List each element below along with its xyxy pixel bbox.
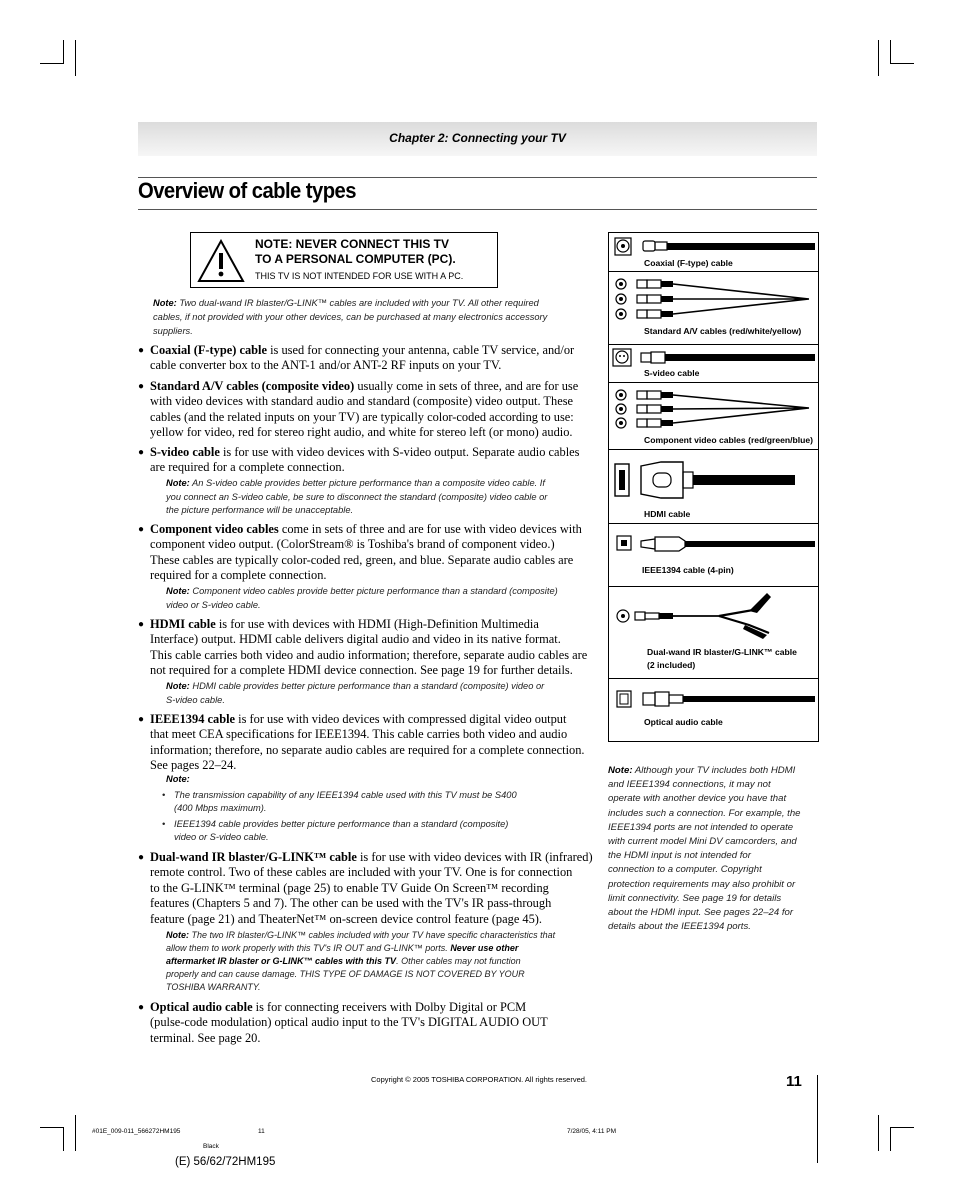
cable-table [608, 232, 819, 742]
note-text: operate with another device you have that [608, 793, 787, 805]
note-text: TOSHIBA WARRANTY. [166, 982, 261, 992]
note-text: The transmission capability of any IEEE1394 cable used with this TV must be S400 [174, 789, 517, 800]
crop-mark [890, 63, 914, 64]
item-term: Dual-wand IR blaster/G-LINK™ cable [150, 850, 357, 864]
warning-title-line: TO A PERSONAL COMPUTER (PC). [255, 252, 456, 266]
crop-mark [878, 40, 879, 76]
item-term: Optical audio cable [150, 1000, 253, 1014]
item-note [166, 680, 596, 707]
item-text: cable converter box to the ANT-1 and/or ANT-2 RF inputs on your TV. [150, 358, 502, 373]
item-note [162, 773, 596, 845]
page-title: Overview of cable types [138, 178, 356, 203]
print-date: 7/28/05, 4:11 PM [567, 1128, 617, 1135]
note-text: properly and can cause damage. THIS TYPE OF DAMAGE IS NOT COVERED BY YOUR [166, 969, 525, 979]
item-term: Component video cables [150, 522, 279, 536]
bullet-icon: ● [138, 852, 145, 863]
cable-cell-ieee1394 [609, 524, 818, 587]
item-text: is for use with video devices with compressed digital video output [235, 712, 567, 726]
optical-cable-icon [609, 687, 818, 715]
cable-caption-line: (2 included) [647, 660, 696, 670]
note-text: IEEE1394 cable provides better picture performance than a standard (composite) [174, 818, 509, 829]
item-note [166, 585, 596, 612]
cable-cell-ir-blaster [609, 587, 818, 679]
item-text: features (Chapters 5 and 7). The other can be used with the TV's IR pass-through [150, 896, 552, 911]
ieee1394-cable-icon [609, 532, 818, 562]
item-text: to the G-LINK™ terminal (page 25) to enable TV Guide On Screen™ recording [150, 880, 549, 895]
cable-caption-line: Dual-wand IR blaster/G-LINK™ cable [647, 647, 797, 657]
note-text: with current model Mini DV camcorders, and [608, 836, 797, 848]
item-text: These cables are typically color-coded red, green, and blue. Separate audio cables are [150, 552, 574, 567]
crop-mark [890, 40, 891, 64]
cable-caption: Coaxial (F-type) cable [644, 258, 733, 268]
list-item-hdmi [138, 617, 600, 679]
note-text: (400 Mbps maximum). [174, 803, 267, 813]
item-text: that meet CEA specifications for IEEE1394. This cable carries both video and audio [150, 727, 568, 742]
note-text: protection requirements may also prohibit or [608, 878, 796, 890]
file-name: #01E_009-011_566272HM195 [92, 1128, 181, 1135]
note-emphasis: Never use other [450, 943, 519, 953]
item-text: cables (and the related inputs on your TV) are typically color-coded according to use: [150, 409, 574, 424]
divider [138, 209, 817, 210]
cable-caption [647, 646, 797, 672]
list-item-component [138, 522, 600, 584]
note-text: the picture performance will be unacceptable. [166, 505, 354, 515]
item-note [166, 477, 596, 518]
crop-mark [40, 63, 64, 64]
crop-mark [878, 1115, 879, 1151]
cable-cell-s-video [609, 345, 818, 383]
item-text: This cable carries both video and audio information; therefore, separate audio cables are [150, 647, 588, 662]
note-text: the HDMI input is not intended for [608, 850, 751, 862]
page-number: 11 [786, 1073, 802, 1090]
item-text: is used for connecting your antenna, cable TV service, and/or [267, 343, 575, 357]
cable-caption: S-video cable [644, 368, 700, 378]
note-text: about the HDMI input. See pages 22–24 for [608, 907, 794, 919]
cable-caption: Optical audio cable [644, 717, 723, 727]
warning-triangle-icon [197, 239, 245, 283]
item-text: come in sets of three and are for use with video devices with [278, 522, 582, 536]
note-text: includes such a connection. For example, the [608, 807, 801, 819]
sub-note [162, 789, 596, 816]
cable-cell-hdmi [609, 450, 818, 524]
file-page: 11 [258, 1128, 265, 1135]
note-text: cables, if not provided with your other devices, can be purchased at many electronics accessory [153, 312, 548, 322]
note-label: Note: [153, 298, 177, 308]
cable-cell-coaxial [609, 233, 818, 272]
item-text: required for a complete connection. [150, 568, 327, 583]
s-video-cable-icon [609, 347, 818, 372]
note-text: Component video cables provide better picture performance than a standard (composite) [189, 586, 558, 596]
cable-caption: Standard A/V cables (red/white/yellow) [644, 326, 802, 336]
crop-mark [63, 1127, 64, 1151]
item-text: is for connecting receivers with Dolby Digital or PCM [252, 1000, 527, 1014]
bullet-icon: ● [138, 381, 145, 392]
crop-mark [75, 40, 76, 76]
item-text: with video devices with standard audio and standard (composite) video output. These [150, 394, 574, 409]
warning-subtitle: THIS TV IS NOT INTENDED FOR USE WITH A PC. [255, 271, 464, 281]
note-text: allow them to work properly with this TV's IR OUT and G-LINK™ ports. [166, 943, 451, 953]
cable-caption: IEEE1394 cable (4-pin) [642, 565, 734, 575]
item-text: yellow for video, red for stereo right audio, and white for stereo left (or mono) audio. [150, 425, 573, 440]
note-label: Note: [166, 586, 190, 596]
item-term: S-video cable [150, 445, 220, 459]
note-text: suppliers. [153, 326, 193, 336]
item-text: (pulse-code modulation) optical audio input to the TV's DIGITAL AUDIO OUT [150, 1015, 548, 1030]
crop-mark [890, 1127, 891, 1151]
item-text: is for use with devices with HDMI (High-Definition Multimedia [215, 617, 539, 631]
note-text: HDMI cable provides better picture performance than a standard (composite) video or [189, 681, 545, 691]
item-term: Standard A/V cables (composite video) [150, 379, 355, 393]
note-label: Note: [166, 681, 190, 691]
cable-cell-component [609, 383, 818, 450]
bullet-icon: ● [138, 524, 145, 535]
item-note [166, 929, 606, 994]
cable-caption: Component video cables (red/green/blue) [644, 435, 814, 445]
note-text: Two dual-wand IR blaster/G-LINK™ cables are included with your TV. All other required [179, 298, 539, 308]
note-label: Note: [166, 478, 190, 488]
cable-cell-optical [609, 679, 818, 740]
bullet-icon: ● [138, 1002, 145, 1013]
dash-bullet: • [162, 789, 166, 800]
ink-color: Black [203, 1143, 219, 1150]
chapter-label: Chapter 2: Connecting your TV [389, 131, 566, 145]
bullet-icon: ● [138, 714, 145, 725]
note-text: video or S-video cable. [174, 832, 269, 842]
list-item-optical [138, 1000, 600, 1046]
copyright: Copyright © 2005 TOSHIBA CORPORATION. All rights reserved. [371, 1075, 588, 1084]
intro-note [153, 296, 593, 338]
note-text: Although your TV includes both HDMI [632, 765, 796, 776]
item-text: feature (page 21) and TheaterNet™ on-screen device control feature (page 45). [150, 911, 543, 926]
note-label: Note: [166, 930, 189, 940]
component-cable-icon [609, 387, 818, 435]
item-text: are required for a complete connection. [150, 460, 345, 475]
note-text: . Other cables may not function [396, 956, 521, 966]
bullet-icon: ● [138, 345, 145, 356]
cable-cell-standard-av [609, 272, 818, 345]
list-item-ir-blaster [138, 850, 600, 927]
note-text: you connect an S-video cable, be sure to disconnect the standard (composite) video cable or [166, 491, 548, 502]
item-text: remote control. Two of these cables are included with your TV. One is for connection [150, 865, 573, 880]
crop-mark [63, 40, 64, 64]
note-text: video or S-video cable. [166, 599, 261, 610]
item-text: is for use with video devices with IR (infrared) [356, 850, 593, 864]
item-term: HDMI cable [150, 617, 216, 631]
model-number: (E) 56/62/72HM195 [175, 1156, 276, 1168]
chapter-header [138, 122, 817, 156]
item-text: not required for a complete HDMI device connection. See page 19 for further details. [150, 663, 573, 678]
note-text: connection to a computer. Copyright [608, 864, 762, 876]
item-text: Interface) output. HDMI cable delivers digital audio and video in its native format. [150, 632, 561, 647]
note-text: IEEE1394 ports are not intended to operate [608, 821, 794, 833]
note-text: details about the IEEE1394 ports. [608, 921, 751, 933]
note-text: S-video cable. [166, 694, 225, 705]
item-term: IEEE1394 cable [150, 712, 236, 726]
crop-mark [40, 1127, 64, 1128]
bullet-icon: ● [138, 447, 145, 458]
list-item-coaxial [138, 343, 600, 374]
hdmi-cable-icon [609, 456, 818, 506]
note-text: and IEEE1394 connections, it may not [608, 779, 771, 791]
crop-mark [75, 1115, 76, 1151]
note-emphasis: aftermarket IR blaster or G-LINK™ cables with this TV [166, 956, 397, 966]
note-label: Note: [608, 765, 633, 776]
note-label: Note: [166, 774, 190, 784]
note-text: An S-video cable provides better picture performance than a composite video cable. If [189, 478, 545, 488]
list-item-s-video [138, 445, 600, 476]
crop-mark [890, 1127, 914, 1128]
warning-box [190, 232, 498, 288]
item-text: is for use with video devices with S-video output. Separate audio cables [219, 445, 580, 459]
item-text: See pages 22–24. [150, 758, 237, 773]
dash-bullet: • [162, 818, 166, 829]
av-cable-icon [609, 276, 818, 328]
item-text: usually come in sets of three, and are for use [354, 379, 579, 393]
warning-title-line: NOTE: NEVER CONNECT THIS TV [255, 237, 450, 251]
sub-note [162, 818, 596, 845]
cable-caption: HDMI cable [644, 509, 691, 519]
bullet-icon: ● [138, 619, 145, 630]
list-item-ieee1394 [138, 712, 600, 774]
item-term: Coaxial (F-type) cable [150, 343, 267, 357]
side-note [608, 764, 818, 934]
item-text: component video output. (ColorStream® is Toshiba's brand of component video.) [150, 537, 555, 552]
ir-blaster-cable-icon [609, 591, 818, 641]
page-edge-rule [817, 1075, 818, 1163]
note-text: The two IR blaster/G-LINK™ cables included with your TV have specific characteristics that [189, 930, 556, 940]
note-text: limit connectivity. See page 19 for details [608, 892, 782, 904]
warning-title [255, 237, 456, 267]
item-text: information; therefore, no separate audio cables are required for a complete connection. [150, 742, 585, 757]
list-item-standard-av [138, 379, 600, 441]
item-text: terminal. See page 20. [150, 1030, 261, 1045]
